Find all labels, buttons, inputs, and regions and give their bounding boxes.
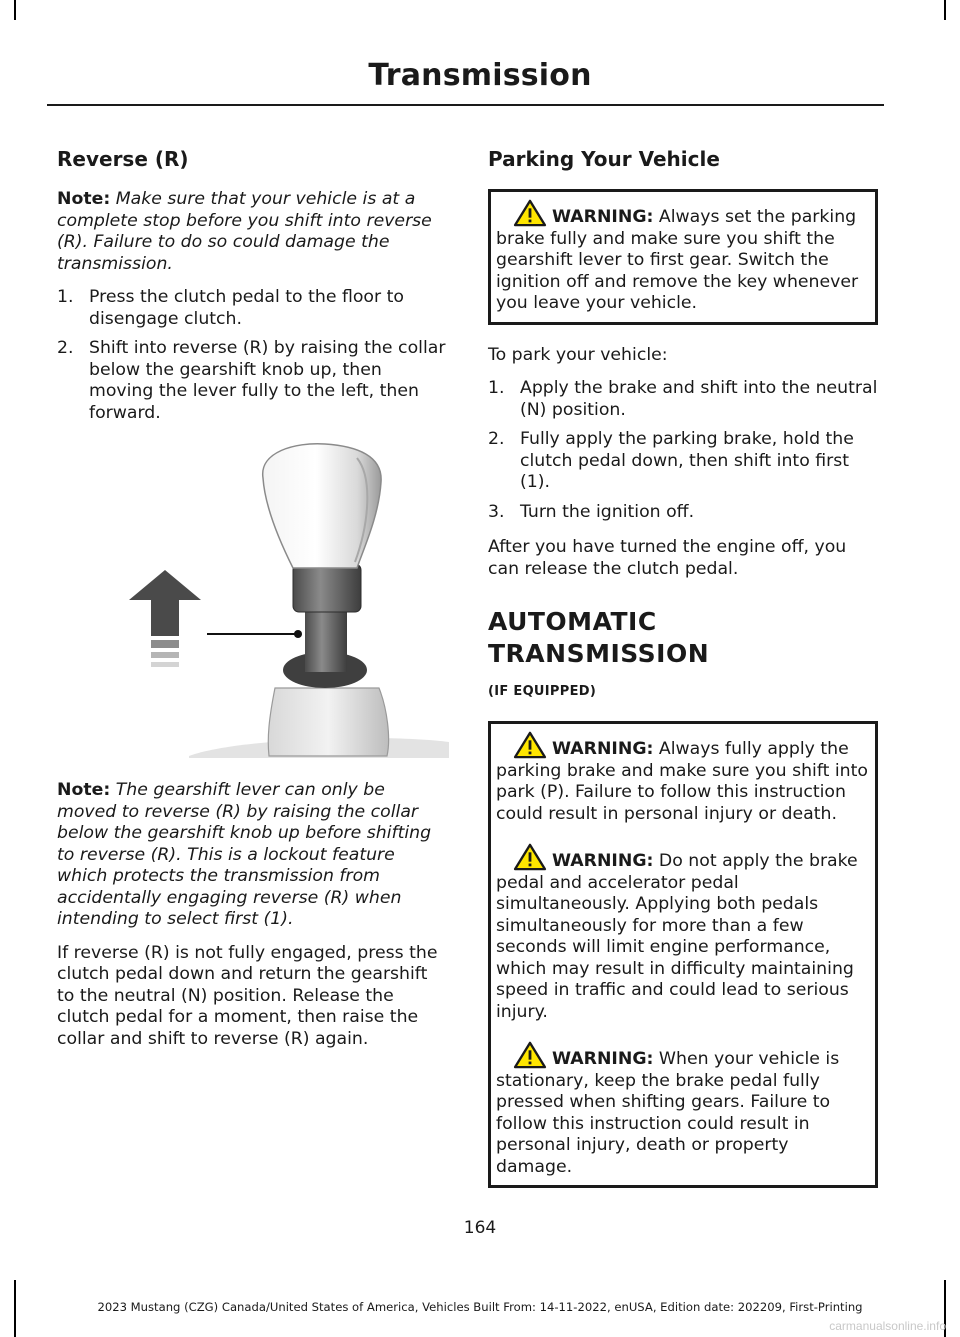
list-item xyxy=(488,429,878,494)
park-intro: To park your vehicle: xyxy=(488,344,668,365)
list-item xyxy=(488,378,878,421)
note-reverse-stop xyxy=(57,189,449,275)
header-divider xyxy=(47,104,884,106)
note-label: Note: xyxy=(57,780,111,800)
warning-paragraph xyxy=(496,731,870,825)
step-text: Turn the ignition off. xyxy=(520,501,695,522)
step-number: 3. xyxy=(488,501,505,522)
left-column xyxy=(57,145,449,1062)
page-title: Transmission xyxy=(368,58,592,93)
park-steps xyxy=(488,378,878,523)
parking-warning-box xyxy=(488,189,878,325)
automatic-transmission-heading: AUTOMATIC TRANSMISSION xyxy=(488,607,710,668)
crop-mark-top-right xyxy=(944,0,946,20)
crop-mark-top-left xyxy=(14,0,16,20)
if-equipped-subheading: (IF EQUIPPED) xyxy=(488,684,597,699)
warning-triangle-icon xyxy=(512,199,548,227)
warning-paragraph xyxy=(496,1041,870,1178)
right-column xyxy=(488,145,878,1206)
warning-triangle-icon xyxy=(512,731,548,759)
warning-triangle-icon xyxy=(512,843,548,871)
list-item xyxy=(57,287,449,330)
warning-text: When your vehicle is stationary, keep the brake pedal fully pressed when shifting gears. Failure to follow this instruction could result in personal injury, death or property damage. xyxy=(496,1049,840,1177)
reverse-steps xyxy=(57,287,449,424)
step-number: 1. xyxy=(57,287,74,307)
step-text: Shift into reverse (R) by raising the collar below the gearshift knob up, then moving the lever fully to the left, then forward. xyxy=(89,338,446,423)
step-text: Apply the brake and shift into the neutral (N) position. xyxy=(520,378,878,420)
step-text: Press the clutch pedal to the floor to disengage clutch. xyxy=(89,287,404,329)
note-text: Make sure that your vehicle is at a complete stop before you shift into reverse (R). Failure to do so could damage the transmission. xyxy=(57,189,432,274)
warning-triangle-icon xyxy=(512,1041,548,1069)
warning-text: Always set the parking brake fully and make sure you shift the gearshift lever to first gear. Switch the ignition off and remove the key whenever you leave your vehicle. xyxy=(496,207,859,313)
warning-label: WARNING: xyxy=(552,207,654,227)
warning-label: WARNING: xyxy=(552,851,654,871)
warning-label: WARNING: xyxy=(552,739,654,759)
gearshift-knob-image xyxy=(57,438,449,758)
note-lockout xyxy=(57,780,449,931)
warning-paragraph xyxy=(496,843,870,1023)
step-text: Fully apply the parking brake, hold the clutch pedal down, then shift into first (1). xyxy=(520,429,854,492)
note-label: Note: xyxy=(57,189,111,209)
warning-paragraph xyxy=(496,199,870,315)
page-number: 164 xyxy=(463,1218,497,1238)
step-number: 2. xyxy=(57,338,74,358)
after-engine-off-paragraph: After you have turned the engine off, you can release the clutch pedal. xyxy=(488,537,847,579)
warning-text: Always fully apply the parking brake and make sure you shift into park (P). Failure to follow this instruction could result in personal injury or death. xyxy=(496,739,868,824)
automatic-warnings-box xyxy=(488,721,878,1188)
step-number: 2. xyxy=(488,429,505,449)
list-item xyxy=(488,502,878,524)
warning-label: WARNING: xyxy=(552,1049,654,1069)
reverse-not-engaged-paragraph: If reverse (R) is not fully engaged, press the clutch pedal down and return the gearshift to the neutral (N) position. Release the clutch pedal for a moment, then raise the collar and shift to reverse (R) again. xyxy=(57,942,438,1049)
reverse-heading: Reverse (R) xyxy=(57,147,189,171)
step-number: 1. xyxy=(488,378,505,398)
warning-text: Do not apply the brake pedal and accelerator pedal simultaneously. Applying both pedals simultaneously for more than a few seconds will limit engine performance, which may result in difficulty maintaining speed in traffic and could lead to serious injury. xyxy=(496,851,858,1022)
arrow-up-icon xyxy=(129,570,201,600)
note-text: The gearshift lever can only be moved to reverse (R) by raising the collar below the gearshift knob up before shifting to reverse (R). This is a lockout feature which protects the transmission from accidentally engaging reverse (R) when intending to select first (1). xyxy=(57,780,432,929)
gearshift-knob-illustration xyxy=(57,438,449,758)
footer-edition-info: 2023 Mustang (CZG) Canada/United States of America, Vehicles Built From: 14-11-2022, enUSA, Edition date: 202209, First-Printing xyxy=(97,1300,863,1314)
parking-heading: Parking Your Vehicle xyxy=(488,147,720,171)
watermark: carmanualsonline.info xyxy=(829,1319,946,1333)
list-item xyxy=(57,338,449,424)
